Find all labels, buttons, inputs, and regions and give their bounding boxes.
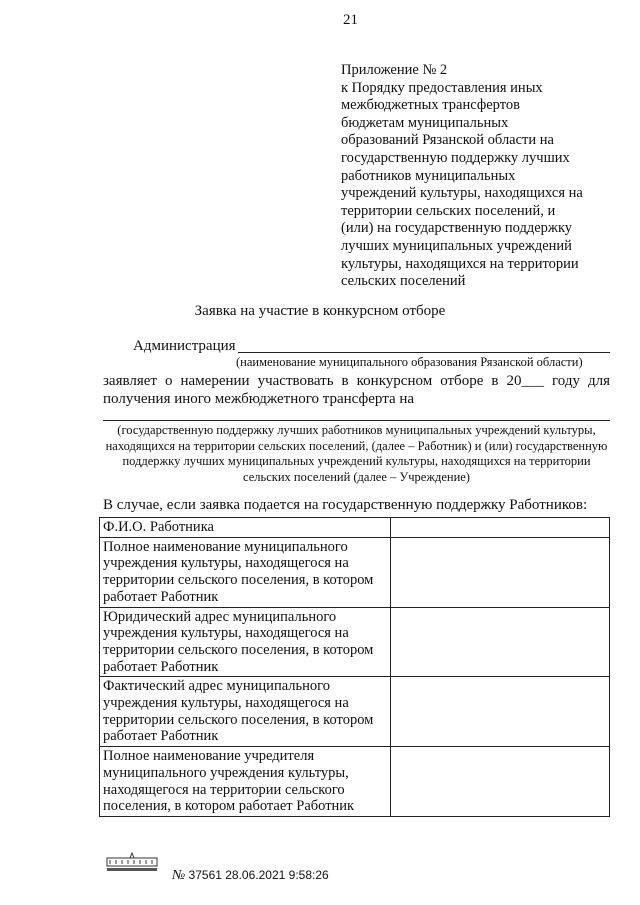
row-value-cell[interactable] — [391, 518, 610, 538]
grant-purpose-fill-line[interactable] — [103, 420, 610, 421]
appendix-line: межбюджетных трансфертов — [341, 97, 520, 114]
row-label: Юридический адрес муниципального учреждения культуры, находящегося на территории сельского поселения, в котором работает Работник — [100, 607, 391, 677]
page-number: 21 — [343, 12, 358, 28]
appendix-line: территории сельских поселений, и — [341, 202, 556, 219]
declaration-text: заявляет о намерении участвовать в конкурсном отборе в 20___ году для получения иного межбюджетного трансферта на — [103, 373, 610, 407]
appendix-line: бюджетам муниципальных — [341, 114, 509, 131]
appendix-line: лучших муниципальных учреждений — [341, 237, 572, 254]
administration-fill-line[interactable] — [238, 352, 610, 353]
table-intro: В случае, если заявка подается на государственную поддержку Работников: — [103, 497, 588, 513]
appendix-line: культуры, находящихся на территории — [341, 255, 579, 272]
appendix-line: сельских поселений — [341, 273, 466, 290]
appendix-line: (или) на государственную поддержку — [341, 220, 573, 237]
row-label: Фактический адрес муниципального учреждения культуры, находящегося на территории сельского поселения, в котором работает Работник — [100, 677, 391, 747]
table-row — [100, 518, 610, 538]
appendix-line: к Порядку предоставления иных — [341, 79, 543, 96]
row-value-cell[interactable] — [391, 537, 610, 607]
registry-emblem-icon — [104, 852, 160, 874]
appendix-line: образований Рязанской области на — [341, 132, 554, 149]
appendix-line: государственную поддержку лучших — [341, 149, 570, 166]
grant-purpose-caption: (государственную поддержку лучших работников муниципальных учреждений культуры, находящихся на территории сельских поселений, (далее – Работник) и (или) государственную поддержку лучших муниципальных учреждений культуры, находящихся на территории сельских поселений (далее – Учреждение) — [105, 423, 608, 484]
administration-caption: (наименование муниципального образования Рязанской области) — [236, 355, 583, 369]
appendix-line: Приложение № 2 — [341, 62, 448, 78]
row-value-cell[interactable] — [391, 607, 610, 677]
table-row — [100, 537, 610, 607]
number-sign: № — [172, 868, 186, 883]
document-title: Заявка на участие в конкурсном отборе — [194, 303, 446, 319]
row-value-cell[interactable] — [391, 677, 610, 747]
administration-label: Администрация — [133, 338, 236, 354]
appendix-line: работников муниципальных — [341, 167, 516, 184]
row-value-cell[interactable] — [391, 747, 610, 817]
appendix-line: учреждений культуры, находящихся на — [341, 185, 583, 202]
appendix-header — [341, 62, 611, 291]
registration-number: 37561 28.06.2021 9:58:26 — [188, 868, 329, 882]
row-label: Полное наименование учредителя муниципального учреждения культуры, находящегося на территории сельского поселения, в котором работает Работник — [100, 747, 391, 817]
row-label: Полное наименование муниципального учреждения культуры, находящегося на территории сельского поселения, в котором работает Работник — [100, 537, 391, 607]
table-row — [100, 677, 610, 747]
table-row — [100, 607, 610, 677]
worker-info-table — [99, 517, 610, 817]
registration-stamp — [172, 868, 329, 884]
table-row — [100, 747, 610, 817]
row-label: Ф.И.О. Работника — [100, 518, 391, 538]
